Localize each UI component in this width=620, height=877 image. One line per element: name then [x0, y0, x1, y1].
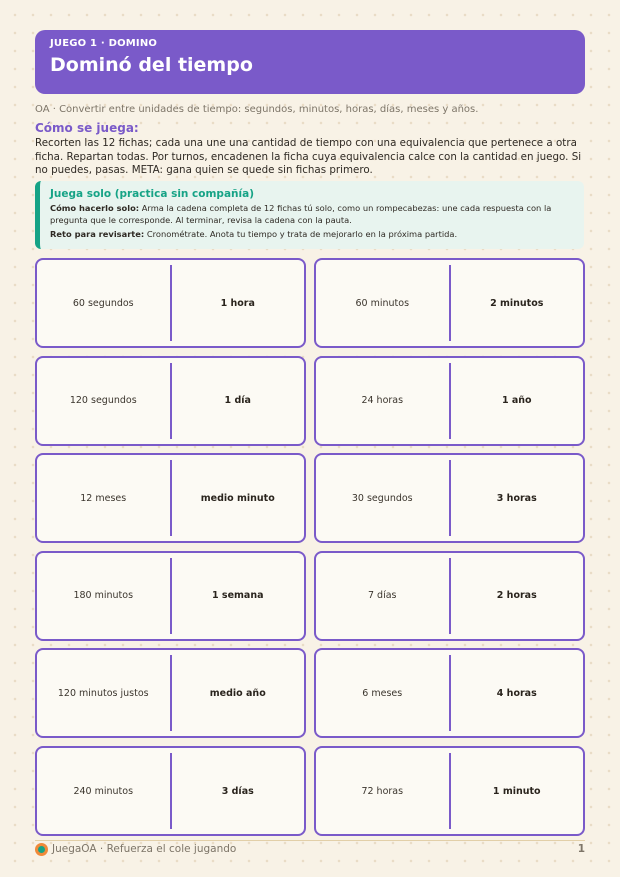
title-banner [35, 30, 585, 94]
domino-tile [314, 356, 585, 446]
solo-how-line [50, 203, 574, 226]
tile-equivalence: 1 semana [212, 590, 264, 602]
solo-title: Juega solo (practica sin compañía) [50, 188, 254, 200]
tile-equivalence: 2 horas [496, 590, 537, 602]
domino-tile [35, 258, 306, 348]
tile-quantity: 180 minutos [73, 590, 134, 602]
solo-how-label: Cómo hacerlo solo: [50, 203, 140, 213]
how-to-play-text: Recorten las 12 fichas; cada una une una cantidad de tiempo con una equivalencia que pertenece a otra ficha. Repartan todas. Por turnos, encadenen la ficha cuya equivalencia calce con la cantidad en juego. Si no puedes, pasas. META: gana quien se quede sin fichas primero. [35, 137, 582, 176]
tile-quantity: 120 segundos [69, 395, 137, 407]
tile-quantity: 7 días [367, 590, 397, 602]
domino-tile [35, 648, 306, 738]
solo-how-text: Arma la cadena completa de 12 fichas tú solo, como un rompecabezas: une cada respuesta con la pregunta que le corresponde. Al terminar, revisa la cadena con la pauta. [50, 203, 552, 225]
tile-equivalence: 4 horas [496, 687, 537, 699]
tile-equivalence: 3 horas [496, 492, 537, 504]
tile-equivalence: 1 hora [220, 297, 255, 309]
solo-play-box [35, 181, 584, 249]
how-to-play-heading: Cómo se juega: [35, 121, 139, 135]
footer-brand: JuegaOA · Refuerza el cole jugando [52, 843, 237, 855]
domino-tile [35, 551, 306, 641]
juegaoa-logo-icon [35, 843, 48, 856]
tile-equivalence: 2 minutos [490, 297, 544, 309]
tile-equivalence: medio año [209, 687, 266, 699]
page-number: 1 [577, 843, 585, 855]
tile-quantity: 60 minutos [355, 297, 410, 309]
tile-quantity: 120 minutos justos [57, 687, 149, 699]
solo-challenge-text: Cronométrate. Anota tu tiempo y trata de mejorarlo en la próxima partida. [144, 229, 458, 239]
game-label: JUEGO 1 · DOMINO [50, 38, 158, 49]
footer-divider [35, 840, 585, 841]
domino-tile [314, 551, 585, 641]
domino-tile [35, 746, 306, 836]
tile-quantity: 240 minutos [73, 785, 134, 797]
tile-equivalence: 1 año [501, 395, 532, 407]
tile-equivalence: medio minuto [200, 492, 275, 504]
learning-objective: OA · Convertir entre unidades de tiempo: segundos, minutos, horas, días, meses y años. [35, 104, 479, 115]
tile-quantity: 30 segundos [351, 492, 413, 504]
tile-equivalence: 3 días [221, 785, 254, 797]
domino-tile [314, 648, 585, 738]
tile-quantity: 12 meses [80, 492, 127, 504]
solo-challenge-line [50, 229, 574, 241]
domino-tile [314, 258, 585, 348]
tile-quantity: 24 horas [361, 395, 404, 407]
tile-quantity: 6 meses [362, 687, 403, 699]
domino-tile [35, 356, 306, 446]
tile-equivalence: 1 día [224, 395, 251, 407]
tile-equivalence: 1 minuto [492, 785, 541, 797]
domino-tile [35, 453, 306, 543]
tile-quantity: 60 segundos [72, 297, 134, 309]
solo-challenge-label: Reto para revisarte: [50, 229, 145, 239]
tile-quantity: 72 horas [361, 785, 404, 797]
domino-tile [314, 746, 585, 836]
page-title: Dominó del tiempo [50, 54, 253, 76]
domino-tile [314, 453, 585, 543]
